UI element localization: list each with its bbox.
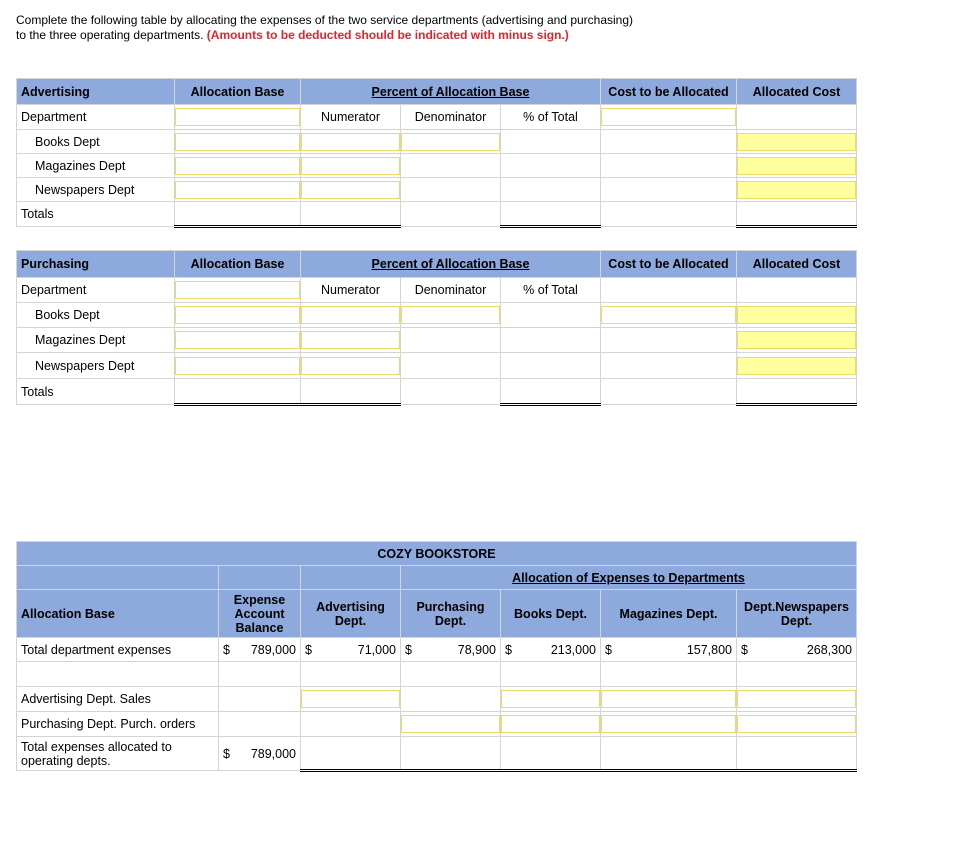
cozy-pur-news-input[interactable]: [737, 715, 856, 733]
pur-cost-to-allocate-header: Cost to be Allocated: [601, 251, 737, 278]
adv-mag-numerator-input[interactable]: [301, 157, 400, 175]
adv-allocation-base-header: Allocation Base: [175, 79, 301, 105]
adv-news-base-input[interactable]: [175, 181, 300, 199]
cozy-adv-books-input[interactable]: [501, 690, 600, 708]
pur-news-base-input[interactable]: [175, 357, 300, 375]
cozy-alloc-mag: [601, 737, 737, 771]
cozy-col-expense: Expense Account Balance: [219, 590, 301, 638]
cozy-total-expense: 789,000: [250, 642, 296, 657]
adv-numerator-label: Numerator: [301, 105, 401, 130]
adv-totals-allocated: [737, 202, 857, 227]
cozy-row-allocated: Total expenses allocated to operating depts.: [17, 737, 219, 771]
pur-totals-label: Totals: [17, 379, 175, 405]
purchasing-table: [16, 250, 857, 406]
cozy-adv-adv-input[interactable]: [301, 690, 400, 708]
cozy-alloc-adv: [301, 737, 401, 771]
cozy-row-purchasing: Purchasing Dept. Purch. orders: [17, 712, 219, 737]
adv-books-allocated-input[interactable]: [737, 133, 856, 151]
pur-cost-input[interactable]: [601, 306, 736, 324]
adv-denominator-label: Denominator: [401, 105, 501, 130]
pur-allocated-cost-header: Allocated Cost: [737, 251, 857, 278]
instructions-text: Complete the following table by allocating the expenses of the two service departments (advertising and purchasing) to the three operating departments.: [16, 13, 634, 42]
adv-totals-pct: [501, 202, 601, 227]
cozy-pur-pur-input[interactable]: [401, 715, 500, 733]
adv-pct-total-label: % of Total: [501, 105, 601, 130]
adv-base-input[interactable]: [175, 108, 300, 126]
cozy-row-advertising: Advertising Dept. Sales: [17, 687, 219, 712]
adv-books-denominator-input[interactable]: [401, 133, 500, 151]
pur-row-books: Books Dept: [17, 303, 175, 328]
advertising-title: Advertising: [17, 79, 175, 105]
pur-denominator-label: Denominator: [401, 278, 501, 303]
adv-mag-base-input[interactable]: [175, 157, 300, 175]
cozy-alloc-pur: [401, 737, 501, 771]
cozy-total-advertising: 71,000: [357, 642, 396, 657]
pur-totals-numerator: [301, 379, 401, 405]
pur-news-numerator-input[interactable]: [301, 357, 400, 375]
cozy-col-books: Books Dept.: [501, 590, 601, 638]
pur-mag-numerator-input[interactable]: [301, 331, 400, 349]
cozy-col-magazines: Magazines Dept.: [601, 590, 737, 638]
cozy-col-newspapers: Dept.Newspapers Dept.: [737, 590, 857, 638]
pur-percent-header: Percent of Allocation Base: [371, 257, 530, 271]
adv-allocated-cost-header: Allocated Cost: [737, 79, 857, 105]
adv-news-numerator-input[interactable]: [301, 181, 400, 199]
cozy-subtitle: Allocation of Expenses to Departments: [512, 570, 745, 585]
adv-cost-to-allocate-header: Cost to be Allocated: [601, 79, 737, 105]
dollar-sign: $: [505, 642, 512, 657]
pur-allocation-base-header: Allocation Base: [175, 251, 301, 278]
pur-books-allocated-input[interactable]: [737, 306, 856, 324]
dollar-sign: $: [605, 642, 612, 657]
pur-numerator-label: Numerator: [301, 278, 401, 303]
pur-mag-allocated-input[interactable]: [737, 331, 856, 349]
cozy-allocation-table: [16, 541, 857, 772]
cozy-col-advertising: Advertising Dept.: [301, 590, 401, 638]
pur-mag-base-input[interactable]: [175, 331, 300, 349]
pur-books-numerator-input[interactable]: [301, 306, 400, 324]
adv-books-base-input[interactable]: [175, 133, 300, 151]
cozy-adv-news-input[interactable]: [737, 690, 856, 708]
adv-mag-allocated-input[interactable]: [737, 157, 856, 175]
pur-row-newspapers: Newspapers Dept: [17, 353, 175, 379]
pur-pct-total-label: % of Total: [501, 278, 601, 303]
adv-cost-input[interactable]: [601, 108, 736, 126]
cozy-alloc-books: [501, 737, 601, 771]
adv-department-label: Department: [17, 105, 175, 130]
pur-row-magazines: Magazines Dept: [17, 328, 175, 353]
dollar-sign: $: [741, 642, 748, 657]
instructions: [16, 13, 638, 43]
adv-totals-numerator: [301, 202, 401, 227]
cozy-total-purchasing: 78,900: [457, 642, 496, 657]
dollar-sign: $: [305, 642, 312, 657]
cozy-row-total-label: Total department expenses: [17, 638, 219, 662]
cozy-alloc-total: 789,000: [250, 746, 296, 761]
cozy-total-newspapers: 268,300: [806, 642, 852, 657]
pur-totals-allocated: [737, 379, 857, 405]
dollar-sign: $: [223, 642, 230, 657]
pur-books-base-input[interactable]: [175, 306, 300, 324]
pur-books-denominator-input[interactable]: [401, 306, 500, 324]
adv-news-allocated-input[interactable]: [737, 181, 856, 199]
cozy-title: COZY BOOKSTORE: [17, 542, 857, 566]
cozy-alloc-news: [737, 737, 857, 771]
cozy-pur-books-input[interactable]: [501, 715, 600, 733]
cozy-col-base: Allocation Base: [17, 590, 219, 638]
pur-news-allocated-input[interactable]: [737, 357, 856, 375]
adv-row-books: Books Dept: [17, 130, 175, 154]
adv-totals-label: Totals: [17, 202, 175, 227]
pur-base-input[interactable]: [175, 281, 300, 299]
cozy-adv-mag-input[interactable]: [601, 690, 736, 708]
pur-department-label: Department: [17, 278, 175, 303]
adv-percent-header: Percent of Allocation Base: [371, 84, 530, 99]
cozy-total-magazines: 157,800: [686, 642, 732, 657]
cozy-col-purchasing: Purchasing Dept.: [401, 590, 501, 638]
adv-row-newspapers: Newspapers Dept: [17, 178, 175, 202]
adv-row-magazines: Magazines Dept: [17, 154, 175, 178]
pur-totals-base: [175, 379, 301, 405]
adv-totals-base: [175, 202, 301, 227]
dollar-sign: $: [223, 746, 230, 761]
cozy-total-books: 213,000: [550, 642, 596, 657]
purchasing-title: Purchasing: [17, 251, 175, 278]
dollar-sign: $: [405, 642, 412, 657]
cozy-pur-mag-input[interactable]: [601, 715, 736, 733]
instructions-warning: (Amounts to be deducted should be indicated with minus sign.): [206, 28, 569, 42]
pur-totals-pct: [501, 379, 601, 405]
adv-books-numerator-input[interactable]: [301, 133, 400, 151]
advertising-table: [16, 78, 857, 228]
